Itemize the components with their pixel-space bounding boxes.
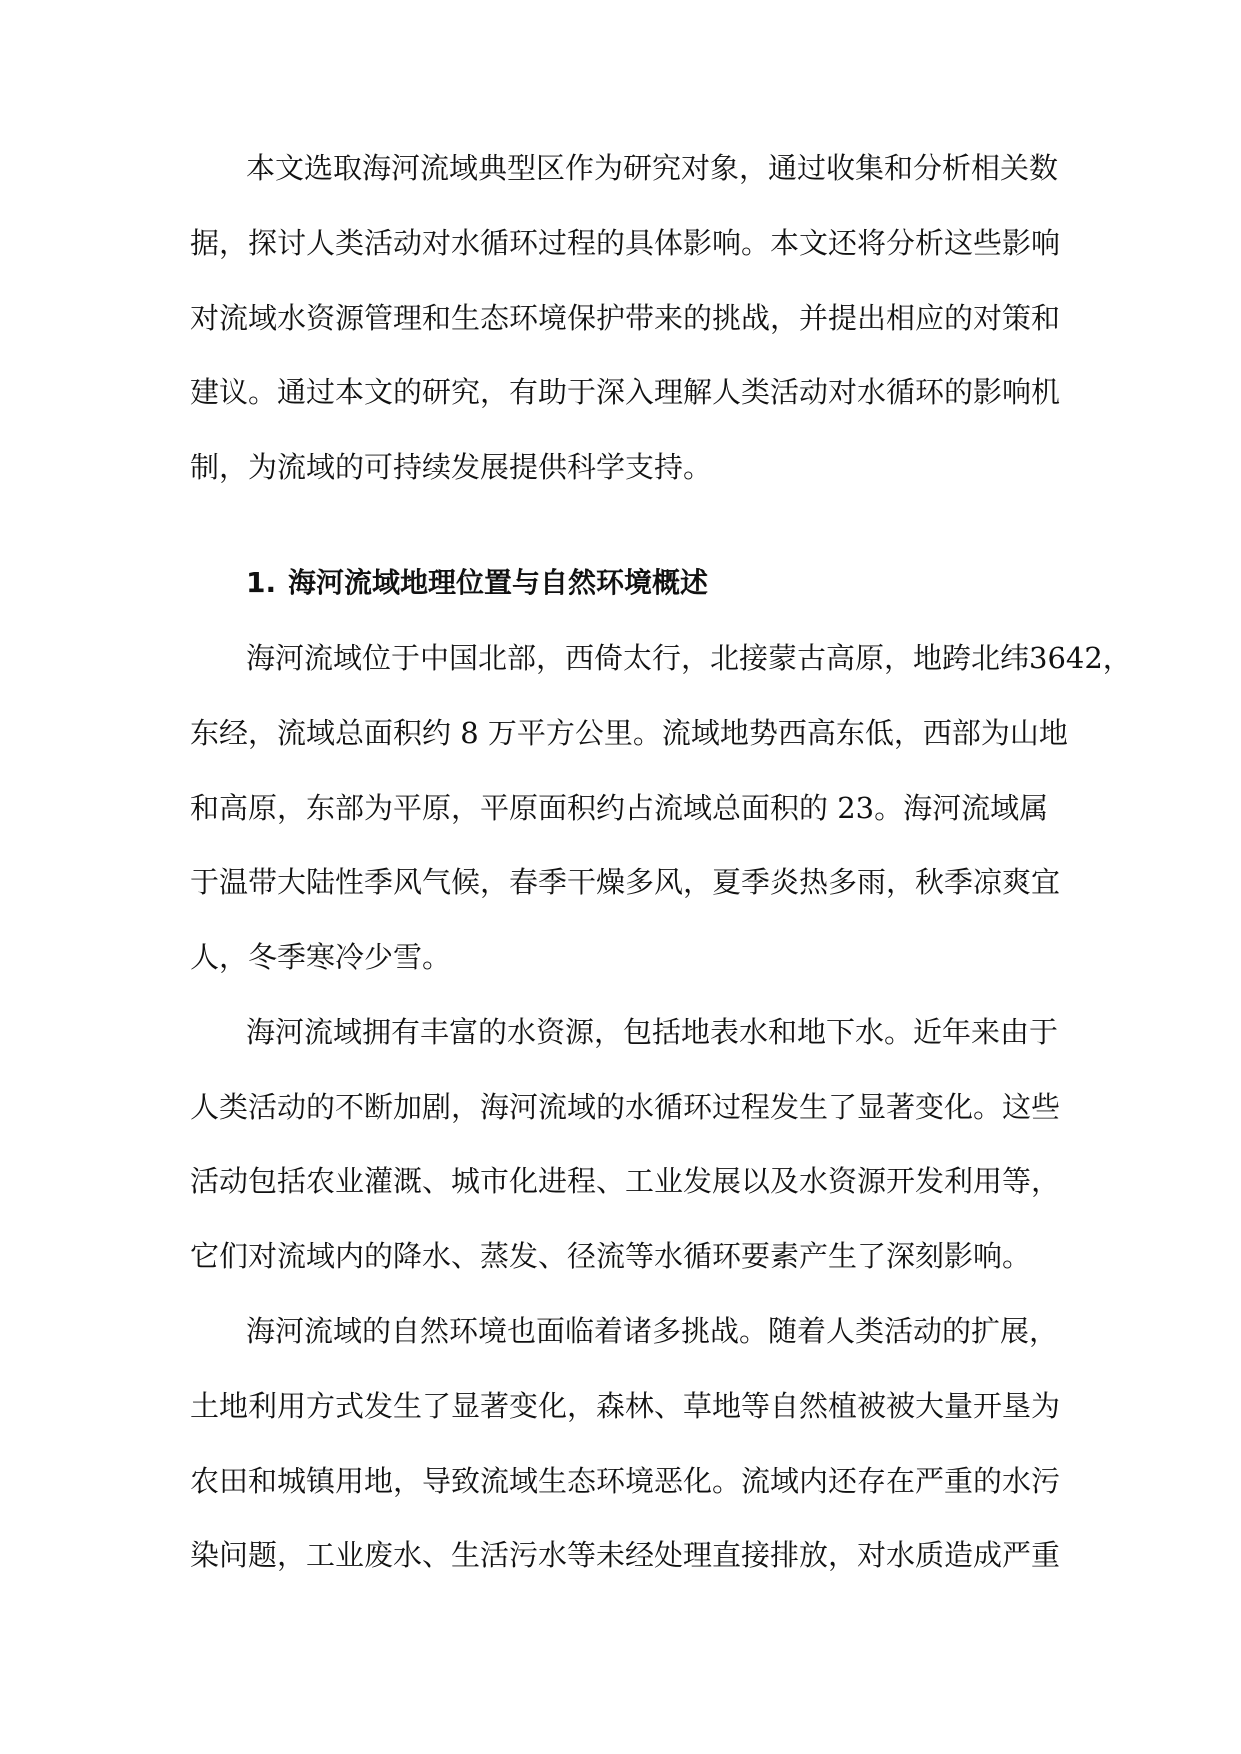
section-heading — [246, 563, 708, 603]
section-number: 1. — [246, 566, 277, 599]
paragraph-line: 它们对流域内的降水、蒸发、径流等水循环要素产生了深刻影响。 — [190, 1239, 1032, 1273]
paragraph-line: 海河流域拥有丰富的水资源，包括地表水和地下水。近年来由于 — [246, 1015, 1059, 1049]
paragraph-line: 人类活动的不断加剧，海河流域的水循环过程发生了显著变化。这些 — [190, 1090, 1061, 1124]
paragraph-line: 东经，流域总面积约 8 万平方公里。流域地势西高东低，西部为山地 — [190, 716, 1068, 750]
paragraph-line: 于温带大陆性季风气候，春季干燥多风，夏季炎热多雨，秋季凉爽宜 — [190, 865, 1061, 899]
paragraph-line: 活动包括农业灌溉、城市化进程、工业发展以及水资源开发利用等， — [190, 1164, 1061, 1198]
paragraph-line: 和高原，东部为平原，平原面积约占流域总面积的 23。海河流域属 — [190, 791, 1049, 825]
paragraph-line: 土地利用方式发生了显著变化，森林、草地等自然植被被大量开垦为 — [190, 1389, 1061, 1423]
paragraph-line: 本文选取海河流域典型区作为研究对象，通过收集和分析相关数 — [246, 151, 1059, 185]
paragraph-line: 人，冬季寒冷少雪。 — [190, 940, 452, 974]
section-title: 海河流域地理位置与自然环境概述 — [288, 566, 709, 599]
paragraph-line: 制，为流域的可持续发展提供科学支持。 — [190, 450, 713, 484]
paragraph-line: 对流域水资源管理和生态环境保护带来的挑战，并提出相应的对策和 — [190, 301, 1061, 335]
paragraph-line: 海河流域位于中国北部，西倚太行，北接蒙古高原，地跨北纬3642， — [246, 641, 1132, 675]
paragraph-line: 农田和城镇用地，导致流域生态环境恶化。流域内还存在严重的水污 — [190, 1464, 1061, 1498]
paragraph-line: 建议。通过本文的研究，有助于深入理解人类活动对水循环的影响机 — [190, 375, 1061, 409]
paragraph-line: 染问题，工业废水、生活污水等未经处理直接排放，对水质造成严重 — [190, 1538, 1061, 1572]
paragraph-line: 海河流域的自然环境也面临着诸多挑战。随着人类活动的扩展， — [246, 1314, 1059, 1348]
paragraph-line: 据，探讨人类活动对水循环过程的具体影响。本文还将分析这些影响 — [190, 226, 1061, 260]
